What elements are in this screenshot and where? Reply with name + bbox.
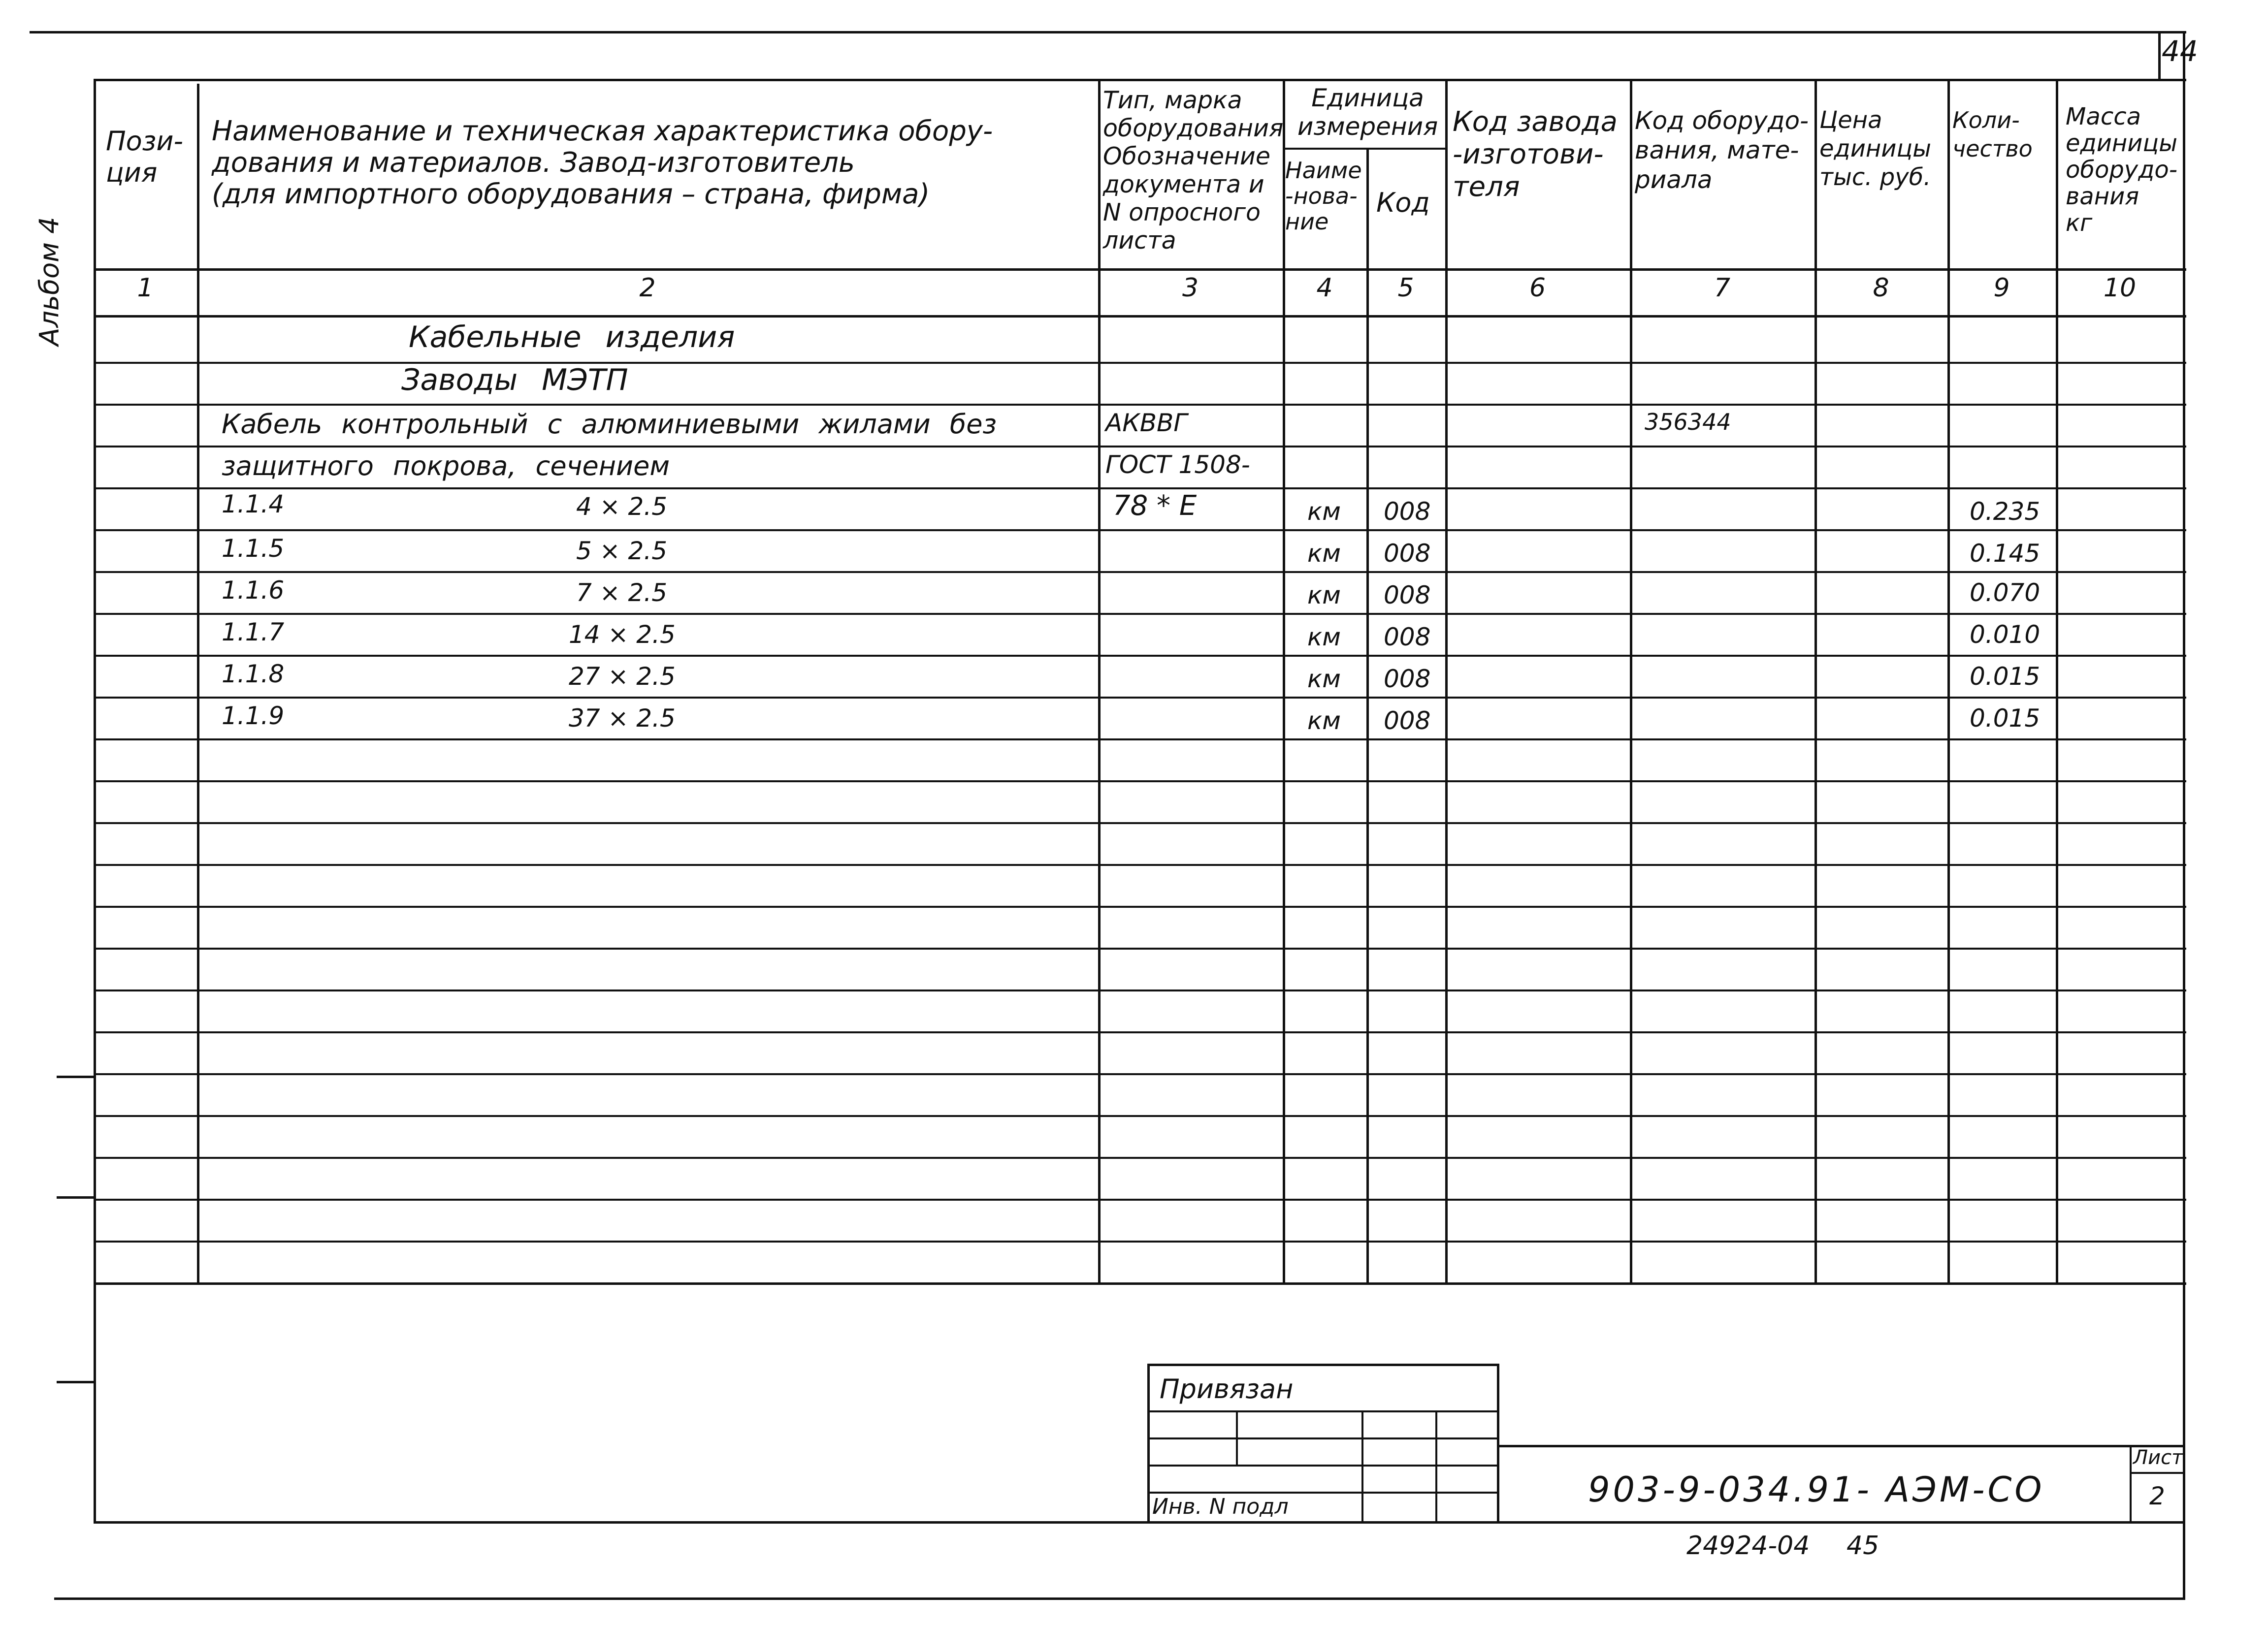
row-pos: 1.1.6 xyxy=(222,576,285,605)
row-qty: 0.015 xyxy=(1970,662,2041,691)
inv-label: Инв. N подл xyxy=(1152,1494,1289,1519)
bottom-border xyxy=(54,1597,2185,1600)
header-unit-group: Единица измерения xyxy=(1297,84,1438,141)
row-qty: 0.145 xyxy=(1970,539,2041,568)
row-qty: 0.070 xyxy=(1970,578,2041,607)
row-line xyxy=(94,1031,2186,1033)
side-label: Альбом 4 xyxy=(33,217,65,346)
row-type: 78 * Е xyxy=(1113,490,1197,522)
row-line xyxy=(94,1199,2186,1201)
row-line xyxy=(94,613,2186,615)
top-border xyxy=(30,31,2186,33)
row-pos: 1.1.7 xyxy=(222,618,285,646)
row-code: 008 xyxy=(1384,497,1431,526)
row-line xyxy=(94,529,2186,531)
header-col1: Пози- ция xyxy=(106,126,183,188)
row-type: ГОСТ 1508- xyxy=(1105,450,1250,479)
col-line-9 xyxy=(2056,79,2058,1282)
row-unit: км xyxy=(1307,623,1341,651)
row-qty: 0.010 xyxy=(1970,620,2041,649)
row-pos: 1.1.4 xyxy=(222,490,285,518)
header-col4: Наиме -нова- ние xyxy=(1285,157,1362,235)
page-number-box-left xyxy=(2158,31,2161,80)
stamp-col xyxy=(1236,1410,1238,1465)
col-line-7 xyxy=(1814,79,1817,1282)
colnum-4: 4 xyxy=(1316,273,1333,303)
sheet-box-mid xyxy=(2130,1472,2184,1474)
col-line-8 xyxy=(1947,79,1950,1282)
row-line xyxy=(94,822,2186,824)
row-pos: 1.1.8 xyxy=(222,660,285,688)
header-col6: Код завода -изготови- теля xyxy=(1453,106,1618,203)
row-name: 7 × 2.5 xyxy=(576,578,668,607)
colnum-8: 8 xyxy=(1873,273,1889,303)
header-col9: Коли- чество xyxy=(1952,107,2033,162)
colnum-2: 2 xyxy=(639,273,656,303)
row-line xyxy=(94,864,2186,866)
col-line-1 xyxy=(197,84,199,1282)
stamp-left xyxy=(1147,1364,1150,1521)
row-name: 4 × 2.5 xyxy=(576,492,668,521)
row-line xyxy=(94,404,2186,406)
row-equip-code: 356344 xyxy=(1645,409,1731,435)
col-line-6 xyxy=(1630,79,1632,1282)
row-line xyxy=(94,655,2186,657)
colnum-1: 1 xyxy=(137,273,154,303)
row-code: 008 xyxy=(1384,581,1431,609)
row-name: Кабель контрольный с алюминиевыми жилами без xyxy=(222,409,997,440)
row-unit: км xyxy=(1307,581,1341,609)
stamp-row xyxy=(1147,1437,1499,1439)
row-name: Заводы МЭТП xyxy=(401,363,628,397)
row-code: 008 xyxy=(1384,539,1431,568)
header-bottom xyxy=(94,268,2186,271)
colnum-6: 6 xyxy=(1529,273,1546,303)
row-pos: 1.1.5 xyxy=(222,534,285,563)
col-line-2 xyxy=(1098,79,1101,1282)
row-line xyxy=(94,1241,2186,1243)
row-unit: км xyxy=(1307,706,1341,735)
stamp-top xyxy=(1147,1364,1499,1366)
footer-code: 24924-04 xyxy=(1686,1531,1810,1561)
stamp-right xyxy=(1497,1364,1499,1521)
frame-bottom-line xyxy=(94,1521,2184,1524)
row-unit: км xyxy=(1307,497,1341,526)
row-qty: 0.015 xyxy=(1970,704,2041,733)
colnum-5: 5 xyxy=(1397,273,1414,303)
row-name: 5 × 2.5 xyxy=(576,537,668,565)
row-name: 37 × 2.5 xyxy=(569,704,676,733)
stamp-col xyxy=(1435,1410,1437,1521)
col-line-4 xyxy=(1366,148,1369,1282)
row-line xyxy=(94,990,2186,991)
header-col3: Тип, марка оборудования Обозначение документа и N опросного листа xyxy=(1103,86,1284,255)
margin-tick xyxy=(57,1196,96,1199)
colnum-10: 10 xyxy=(2103,273,2137,303)
row-name: 14 × 2.5 xyxy=(569,620,676,649)
row-line xyxy=(94,738,2186,740)
doc-code: 903-9-034.91- АЭМ-СО xyxy=(1588,1469,2045,1510)
row-line xyxy=(94,906,2186,908)
colnum-9: 9 xyxy=(1993,273,2010,303)
stamp-row xyxy=(1147,1492,1499,1494)
footer-page: 45 xyxy=(1847,1531,1879,1561)
table-top xyxy=(94,79,2186,81)
header-col5: Код xyxy=(1376,187,1430,218)
header-col7: Код оборудо- вания, мате- риала xyxy=(1635,106,1809,194)
stamp-code-line xyxy=(1497,1445,2184,1447)
row-line xyxy=(94,948,2186,950)
header-col8: Цена единицы тыс. руб. xyxy=(1819,106,1932,191)
row-qty: 0.235 xyxy=(1970,497,2041,526)
margin-tick xyxy=(57,1381,96,1383)
row-line xyxy=(94,487,2186,489)
colnum-bottom xyxy=(94,315,2186,318)
table-bottom xyxy=(94,1282,2186,1285)
row-line xyxy=(94,1073,2186,1075)
header-col2: Наименование и техническая характеристика обору- дования и материалов. Завод-изготовитель (для импортного оборудования – страна, фирма) xyxy=(212,115,993,210)
stamp-col xyxy=(1361,1410,1363,1521)
sheet-number: 2 xyxy=(2149,1482,2165,1510)
col-line-5 xyxy=(1445,79,1448,1282)
row-line xyxy=(94,697,2186,699)
sheet-box-left xyxy=(2130,1445,2132,1521)
row-line xyxy=(94,571,2186,573)
stamp-row xyxy=(1147,1465,1499,1467)
row-code: 008 xyxy=(1384,706,1431,735)
header-col10: Масса единицы оборудо- вания кг xyxy=(2066,103,2178,237)
row-line xyxy=(94,1157,2186,1159)
margin-tick xyxy=(57,1076,96,1078)
row-name: Кабельные изделия xyxy=(409,320,735,354)
row-code: 008 xyxy=(1384,665,1431,693)
row-code: 008 xyxy=(1384,623,1431,651)
right-border xyxy=(2183,31,2185,1599)
stamp-row xyxy=(1147,1410,1499,1412)
unit-group-line xyxy=(1283,148,1445,150)
row-name: защитного покрова, сечением xyxy=(222,450,670,481)
sheet-label: Лист xyxy=(2133,1446,2183,1469)
colnum-7: 7 xyxy=(1714,273,1731,303)
row-unit: км xyxy=(1307,539,1341,568)
row-line xyxy=(94,1115,2186,1117)
row-line xyxy=(94,780,2186,782)
row-unit: км xyxy=(1307,665,1341,693)
page-number: 44 xyxy=(2162,34,2198,68)
colnum-3: 3 xyxy=(1182,273,1199,303)
bound-label: Привязан xyxy=(1160,1373,1294,1405)
col-line-3 xyxy=(1283,79,1285,1282)
row-line xyxy=(94,446,2186,447)
row-name: 27 × 2.5 xyxy=(569,662,676,691)
row-pos: 1.1.9 xyxy=(222,702,285,730)
row-type: АКВВГ xyxy=(1105,409,1188,437)
